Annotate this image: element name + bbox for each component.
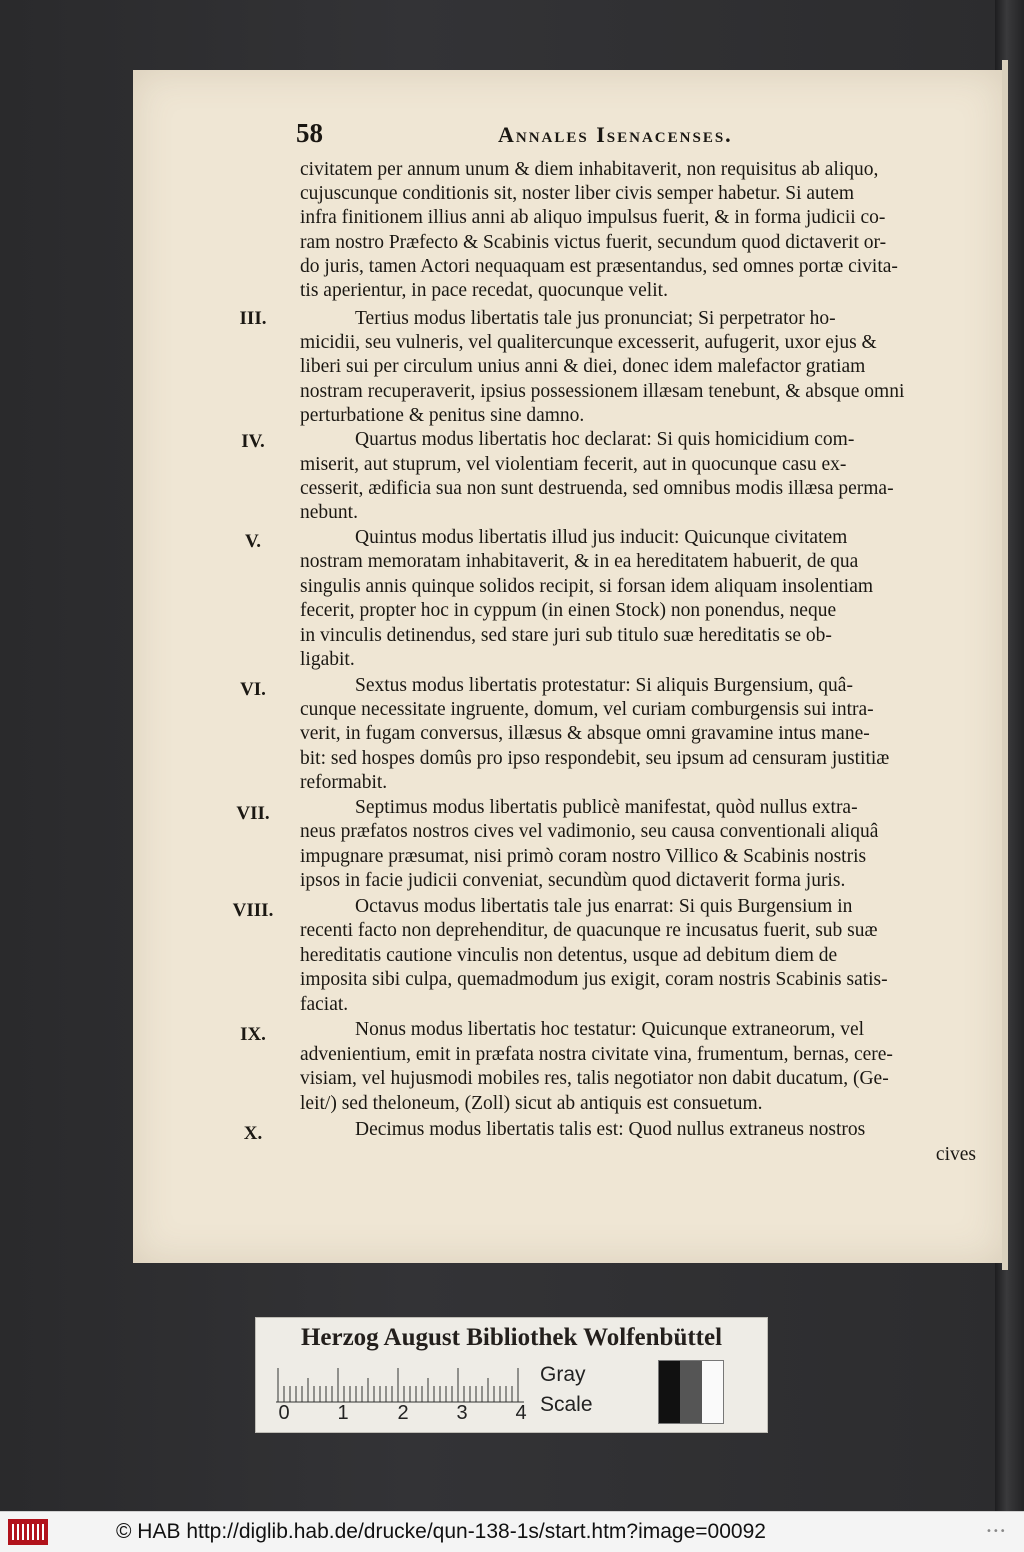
text-line: infra finitionem illius anni ab aliquo impulsus fuerit, & in forma judicii co- xyxy=(300,207,886,228)
gray-scale-label: Gray Scale xyxy=(540,1363,593,1416)
text-line: impugnare præsumat, nisi primò coram nostro Villico & Scabinis nostris xyxy=(300,846,867,867)
page-number: 58 xyxy=(296,118,323,148)
margin-number: VI. xyxy=(240,679,266,700)
catchword: cives xyxy=(935,1144,976,1165)
text-line: Quintus modus libertatis illud jus inducit: Quicunque civitatem xyxy=(355,527,848,548)
footer-copyright-url[interactable]: © HAB http://diglib.hab.de/drucke/qun-138-1s/start.htm?image=00092 xyxy=(116,1520,766,1543)
text-line: recenti facto non deprehenditur, de quacunque re incusatus fuerit, sub suæ xyxy=(300,920,878,941)
text-line: ligabit. xyxy=(300,649,355,670)
text-line: advenientium, emit in præfata nostra civitate vina, frumentum, bernas, cere- xyxy=(300,1044,893,1065)
text-line: in vinculis detinendus, sed stare juri sub titulo suæ hereditatis se ob- xyxy=(300,625,832,646)
text-line: faciat. xyxy=(300,994,349,1015)
text-line: hereditatis cautione vinculis non detentus, usque ad debitum diem de xyxy=(300,945,838,966)
text-line: Tertius modus libertatis tale jus pronunciat; Si perpetrator ho- xyxy=(355,308,836,329)
measurement-ruler xyxy=(276,1364,526,1404)
text-line: imposita sibi culpa, quemadmodum jus exigit, coram nostris Scabinis satis- xyxy=(300,969,888,990)
text-line: micidii, seu vulneris, vel qualitercunque excesserit, aufugerit, uxor ejus & xyxy=(300,332,877,353)
library-label-card xyxy=(255,1317,768,1433)
text-line: liberi sui per circulum unius anni & diei, donec idem malefactor gratiam xyxy=(300,356,866,377)
margin-number: VIII. xyxy=(232,900,274,921)
text-line: Quartus modus libertatis hoc declarat: Si quis homicidium com- xyxy=(355,429,855,450)
ruler-number: 2 xyxy=(397,1402,409,1424)
text-line: neus præfatos nostros cives vel vadimonio, seu causa conventionali aliquâ xyxy=(300,821,879,842)
margin-number: V. xyxy=(244,531,262,552)
margin-number: VII. xyxy=(236,803,270,824)
text-line: cujuscunque conditionis sit, noster liber civis semper habetur. Si autem xyxy=(300,183,855,204)
text-line: nostram memoratam inhabitaverit, & in ea hereditatem habuerit, de qua xyxy=(300,551,859,572)
margin-number: IV. xyxy=(241,431,265,452)
text-line: Sextus modus libertatis protestatur: Si aliquis Burgensium, quâ- xyxy=(355,675,853,696)
footer-bar xyxy=(0,1511,1024,1552)
ruler-ticks xyxy=(276,1364,526,1404)
gray-scale-swatch xyxy=(658,1360,724,1424)
margin-number: X. xyxy=(243,1123,263,1144)
text-line: tis aperientur, in pace recedat, quocunque velit. xyxy=(300,280,668,301)
text-line: do juris, tamen Actori nequaquam est præsentandus, sed omnes portæ civita- xyxy=(300,256,898,277)
text-line: ram nostro Præfecto & Scabinis victus fuerit, secundum quod dictaverit or- xyxy=(300,232,887,253)
ruler-number: 1 xyxy=(337,1402,349,1424)
text-line: Nonus modus libertatis hoc testatur: Quicunque extraneorum, vel xyxy=(355,1019,865,1040)
text-line: bit: sed hospes domûs pro ipso respondebit, seu ipsum ad censuram justitiæ xyxy=(300,748,890,769)
text-line: verit, in fugam conversus, illæsus & absque omni gravamine intus mane- xyxy=(300,723,870,744)
more-icon[interactable]: ••• xyxy=(986,1526,1007,1537)
hab-logo-icon xyxy=(8,1519,48,1545)
text-line: perturbatione & penitus sine damno. xyxy=(300,405,585,426)
ruler-number: 4 xyxy=(515,1402,527,1424)
ruler-number: 0 xyxy=(278,1402,290,1424)
margin-number: IX. xyxy=(240,1024,266,1045)
text-line: nebunt. xyxy=(300,502,358,523)
text-line: Octavus modus libertatis tale jus enarrat: Si quis Burgensium in xyxy=(355,896,853,917)
text-line: visiam, vel hujusmodi mobiles res, talis negotiator non dabit ducatum, (Ge- xyxy=(300,1068,889,1089)
text-line: nostram recuperaverit, ipsius possessionem illæsam tenebunt, & absque omni xyxy=(300,381,905,402)
text-line: miserit, aut stuprum, vel violentiam fecerit, aut in quocunque casu ex- xyxy=(300,454,847,475)
text-line: fecerit, propter hoc in cyppum (in einen Stock) non ponendus, neque xyxy=(300,600,837,621)
text-line: leit/) sed theloneum, (Zoll) sicut ab antiquis est consuetum. xyxy=(300,1093,763,1114)
text-line: singulis annis quinque solidos recipit, si forsan idem aliquam insolentiam xyxy=(300,576,874,597)
text-line: Decimus modus libertatis talis est: Quod nullus extraneus nostros xyxy=(355,1119,866,1140)
text-line: cesserit, ædificia sua non sunt destruenda, sed omnibus modis illæsa perma- xyxy=(300,478,894,499)
library-name: Herzog August Bibliothek Wolfenbüttel xyxy=(300,1324,723,1351)
text-line: cunque necessitate ingruente, domum, vel curiam comburgensis sui intra- xyxy=(300,699,874,720)
ruler-number: 3 xyxy=(456,1402,468,1424)
margin-number: III. xyxy=(239,308,267,329)
text-line: Septimus modus libertatis publicè manifestat, quòd nullus extra- xyxy=(355,797,858,818)
text-line: ipsos in facie judicii conveniat, secundùm quod dictaverit forma juris. xyxy=(300,870,846,891)
running-head-title: Annales Isenacenses. xyxy=(498,122,733,147)
text-line: reformabit. xyxy=(300,772,388,793)
text-line: civitatem per annum unum & diem inhabitaverit, non requisitus ab aliquo, xyxy=(300,159,879,180)
